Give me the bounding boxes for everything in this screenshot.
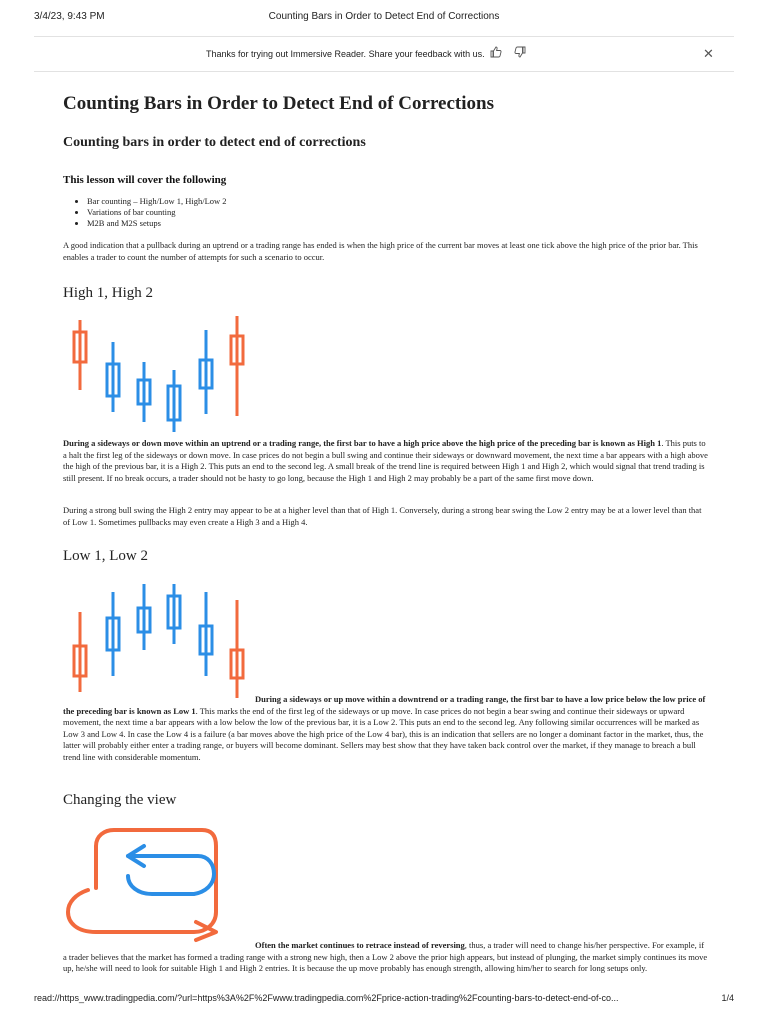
candle-orange — [231, 316, 243, 416]
section-heading-low: Low 1, Low 2 — [63, 548, 148, 564]
candle-blue — [107, 342, 119, 412]
view-lead: Often the market continues to retrace instead of reversing — [255, 940, 465, 950]
list-item: • M2B and M2S setups — [87, 218, 732, 229]
close-icon[interactable]: ✕ — [703, 46, 714, 61]
article-subtitle: Counting bars in order to detect end of corrections — [63, 135, 366, 150]
low-paragraph — [63, 694, 708, 763]
candle-blue — [168, 584, 180, 644]
low-body: . This marks the end of the first leg of the sideways or up move. In case prices do not begin a bear swing and continue their sideways or upward movement, the next time a bar appears with a low below the low of the previous bar, it is a Low 2. This puts an end to the second leg. Any following similar occurrences will be marked as Low 3 and Low 4. In case the Low 4 is a failure (a bar moves above the high price of the Low 4 bar), this is an indication that sellers are no longer a dominant factor in the market, thus, the latter will probably either enter a trading range, or buyers will become dominant. Sellers may best show that they have taken back control over the market, if they manage to breach a bull trend line with considerable momentum. — [63, 705, 704, 762]
candle-blue — [200, 592, 212, 676]
low-lead: During a sideways or up move within a downtrend or a trading range, the first bar to have a low price below the low price of the preceding bar is known as Low 1 — [63, 694, 706, 716]
low-candles-illustration — [68, 580, 258, 700]
timestamp: 3/4/23, 9:43 PM — [34, 11, 105, 22]
section-heading-high: High 1, High 2 — [63, 285, 153, 301]
list-item: • Bar counting – High/Low 1, High/Low 2 — [87, 196, 732, 207]
high-paragraph — [63, 438, 708, 484]
page-url: read://https_www.tradingpedia.com/?url=https%3A%2F%2Fwww.tradingpedia.com%2Fprice-action-trading%2Fcounting-bars-to-detect-end-of-co... — [34, 993, 619, 1003]
candle-orange — [74, 320, 86, 390]
section-heading-view: Changing the view — [63, 792, 177, 808]
lesson-cover-list — [63, 196, 732, 229]
thumbs-down-icon[interactable] — [514, 46, 526, 61]
intro-paragraph: A good indication that a pullback during an uptrend or a trading range has ended is when the high price of the current bar moves at least one tick above the high price of the prior bar. This enables a trader to count the number of attempts for such a scenario to occur. — [63, 240, 698, 262]
candle-blue — [138, 362, 150, 422]
change-view-illustration — [66, 824, 226, 939]
candle-blue — [200, 330, 212, 414]
blue-arrow — [128, 856, 214, 894]
candle-blue — [138, 584, 150, 650]
high-body: . This puts to a halt the first leg of the sideways or down move. In case prices do not begin a bull swing and continue their sideways or downward movement, the next time a bar appears with a high above the high of the previous bar, it is a High 2. This puts an end to the second leg. A small break of the trend line is required between High 1 and High 2, which would signal that trend trading is still present. If no break occurs, a trader should not be hasty to go long, because the High 1 and High 2 may probably be a part of the same first move down. — [63, 438, 708, 483]
article-title: Counting Bars in Order to Detect End of Corrections — [63, 93, 494, 114]
list-item: • Variations of bar counting — [87, 207, 732, 218]
candle-orange — [231, 600, 243, 698]
orange-loop-arrow — [68, 890, 216, 932]
orange-frame — [96, 830, 216, 894]
page-number: 1/4 — [721, 993, 734, 1003]
notice-message: Thanks for trying out Immersive Reader. Share your feedback with us. — [206, 49, 485, 59]
thumbs-up-icon[interactable] — [490, 46, 502, 61]
candle-orange — [74, 612, 86, 692]
page-tab-title: Counting Bars in Order to Detect End of Corrections — [268, 11, 500, 22]
immersive-reader-notice — [34, 36, 734, 72]
print-footer — [34, 993, 734, 1005]
high-candles-illustration — [68, 314, 258, 434]
candle-blue — [107, 592, 119, 676]
view-paragraph — [63, 940, 708, 975]
high-paragraph-2: During a strong bull swing the High 2 entry may appear to be at a higher level than that of High 1. Conversely, during a strong bear swing the Low 2 entry may be at a lower level than that of Low 1. Sometimes pullbacks may even create a High 3 and a High 4. — [63, 505, 702, 527]
candle-blue — [168, 370, 180, 432]
print-header — [0, 0, 768, 30]
high-lead: During a sideways or down move within an uptrend or a trading range, the first bar to have a high price above the high price of the preceding bar is known as High 1 — [63, 438, 662, 448]
lesson-cover-heading: This lesson will cover the following — [63, 174, 227, 186]
view-body: , thus, a trader will need to change his/her perspective. For example, if a trader believes that the market has formed a trading range with a strong new high, then a Low 2 above the prior high appears, but instead of plunging, the market simply continues its move up, he/she will need to look for suitable High 1 and High 2 entries. It is because the up move probably has enough strength, allowing him/her to search for long setups only. — [63, 940, 708, 973]
